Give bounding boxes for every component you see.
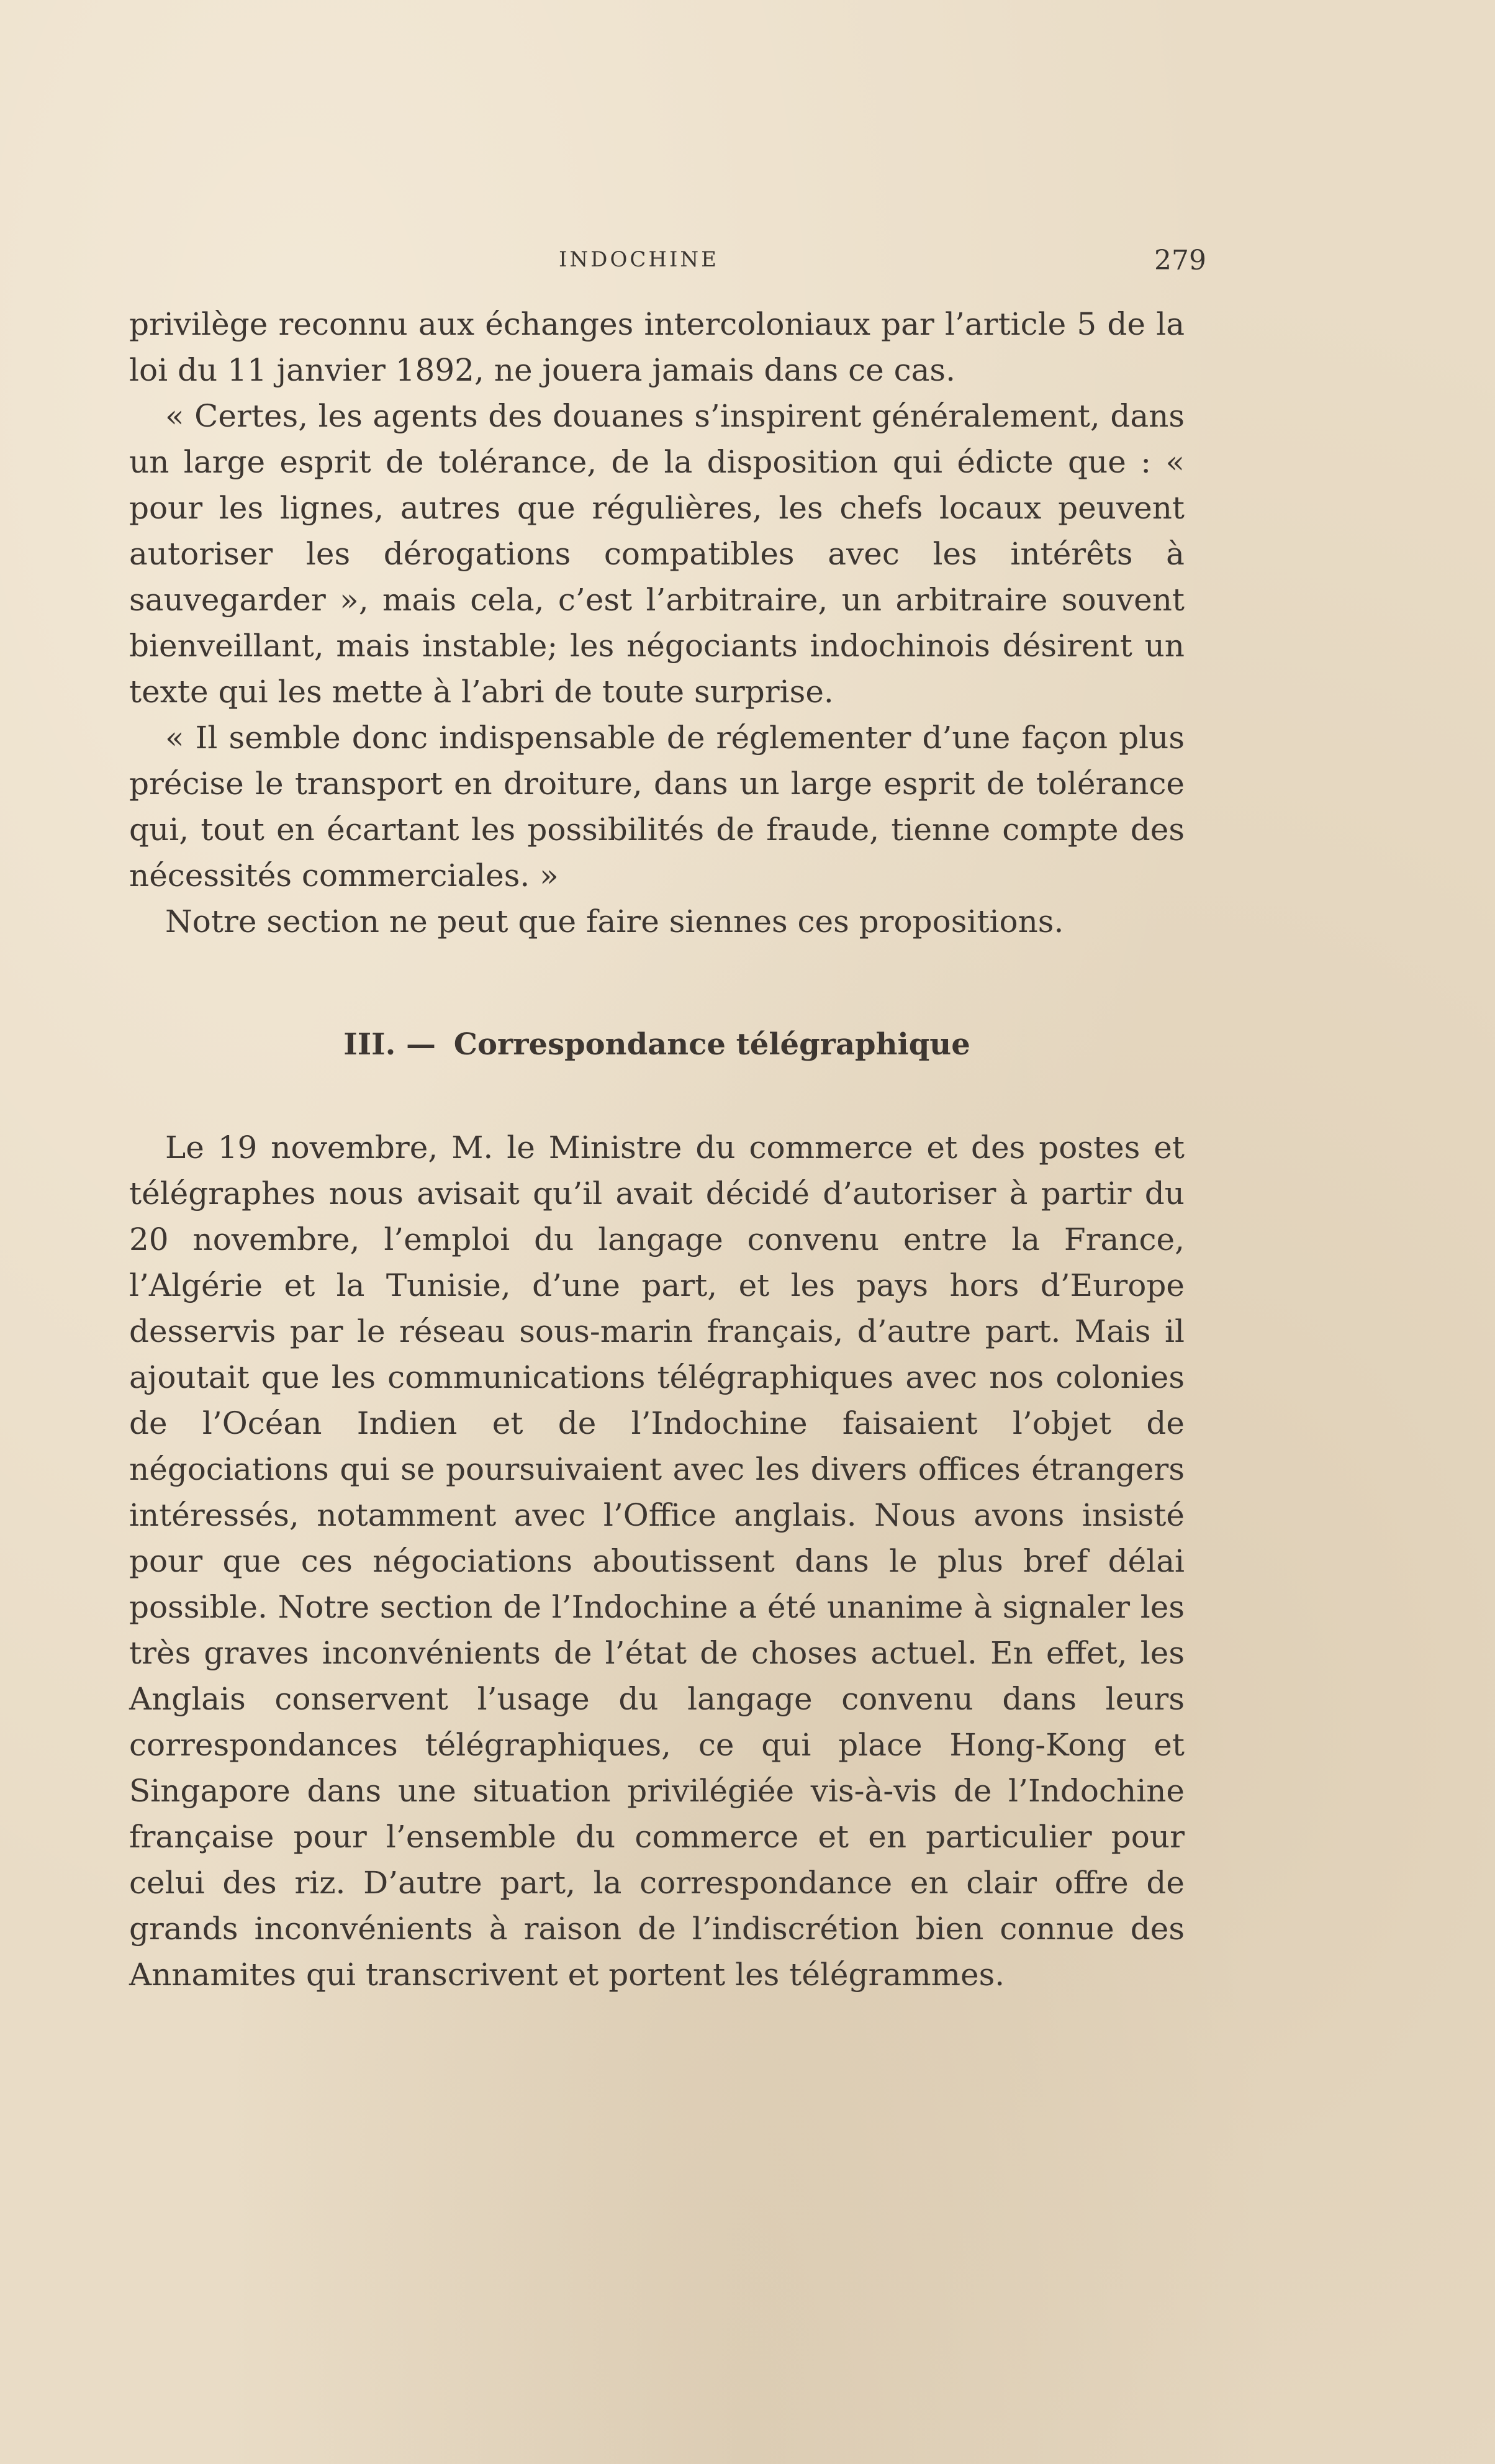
paragraph-telegraph: Le 19 novembre, M. le Ministre du commerce et des postes et télégraphes nous avisait qu’il avait décidé d’autoriser à partir du 20 novembre, l’emploi du langage convenu entre la France, l’Algérie et la Tunisie, d’une part, et les pays hors d’Europe desservis par le réseau sous-marin français, d’autre part. Mais il ajoutait que les communications télégraphiques avec nos colonies de l’Océan Indien et de l’Indochine faisaient l’objet de négociations qui se poursuivaient avec les divers offices étrangers intéressés, notamment avec l’Office anglais. Nous avons insisté pour que ces négociations aboutissent dans le plus bref délai possible. Notre section de l’Indochine a été unanime à signaler les très graves inconvénients de l’état de choses actuel. En effet, les Anglais conservent l’usage du langage convenu dans leurs correspondances télégraphiques, ce qui place Hong-Kong et Singapore dans une situation privilégiée vis-à-vis de l’Indochine française pour l’ensemble du commerce et en particulier pour celui des riz. D’autre part, la correspondance en clair offre de grands inconvénients à raison de l’indiscrétion bien connue des Annamites qui transcrivent et portent les télégrammes. [129,1130,1185,1993]
paragraph-section-position: Notre section ne peut que faire siennes ces propositions. [165,904,1064,940]
page-number: 279 [1154,245,1206,276]
paragraph-continuation: privilège reconnu aux échanges intercoloniaux par l’article 5 de la loi du 11 janvier 1892, ne jouera jamais dans ce cas. [129,306,1185,388]
page-header [129,245,1206,284]
section-heading-title: Correspondance télégraphique [453,1027,970,1062]
running-head: INDOCHINE [559,247,719,272]
paragraph-quote-certes: « Certes, les agents des douanes s’inspirent généralement, dans un large esprit de tolérance, de la disposition qui édicte que : « pour les lignes, autres que régulières, les chefs locaux peuvent autoriser les dérogations compatibles avec les intérêts à sauvegarder », mais cela, c’est l’arbitraire, un arbitraire souvent bienveillant, mais instable; les négociants indochinois désirent un texte qui les mette à l’abri de toute surprise. [129,398,1185,710]
paragraph-quote-semble: « Il semble donc indispensable de réglementer d’une façon plus précise le transport en droiture, dans un large esprit de tolérance qui, tout en écartant les possibilités de fraude, tienne compte des nécessités commerciales. » [129,720,1185,894]
section-heading-number: III. — [343,1027,436,1062]
section-heading [129,1021,1185,1067]
page-body [129,301,1185,1998]
